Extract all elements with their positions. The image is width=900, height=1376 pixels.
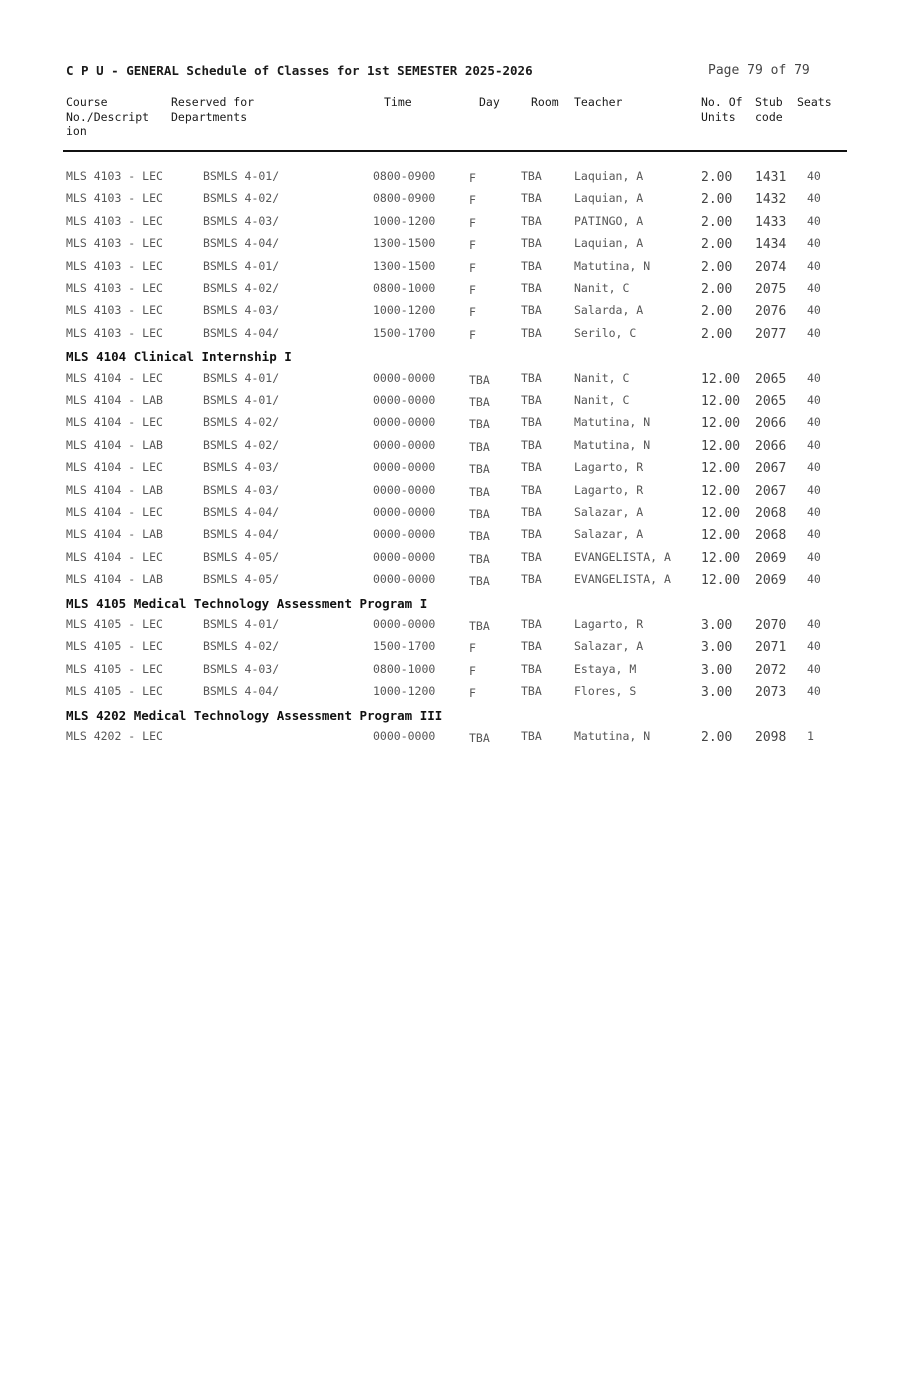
table-row [0, 393, 900, 413]
cell-day: TBA [469, 484, 490, 499]
cell-teacher: Laquian, A [574, 191, 644, 206]
cell-course: MLS 4103 - LEC [66, 191, 163, 206]
table-row [0, 639, 900, 659]
cell-units: 12.00 [701, 438, 741, 454]
cell-teacher: EVANGELISTA, A [574, 549, 671, 564]
cell-reserved-dept: BSMLS 4-05/ [203, 572, 280, 587]
cell-stub-code: 2067 [755, 483, 787, 499]
cell-seats: 40 [807, 661, 821, 676]
cell-seats: 40 [807, 639, 821, 654]
cell-seats: 40 [807, 572, 821, 587]
cell-day: F [469, 641, 476, 656]
cell-seats: 40 [807, 549, 821, 564]
cell-day: TBA [469, 462, 490, 477]
cell-day: TBA [469, 439, 490, 454]
cell-units: 3.00 [701, 640, 733, 656]
cell-room: TBA [521, 169, 542, 183]
header-divider [63, 150, 847, 152]
cell-course: MLS 4104 - LEC [66, 505, 163, 519]
table-row [0, 169, 900, 189]
col-header-day: Day [479, 95, 500, 109]
col-header-seats: Seats [797, 95, 832, 109]
col-header-time: Time [384, 95, 412, 109]
cell-day: TBA [469, 731, 490, 745]
cell-reserved-dept: BSMLS 4-01/ [203, 370, 280, 385]
cell-course: MLS 4104 - LEC [66, 370, 163, 385]
cell-room: TBA [521, 482, 542, 497]
cell-day: F [469, 193, 476, 208]
cell-course: MLS 4105 - LEC [66, 684, 163, 699]
cell-time: 1500-1700 [373, 639, 436, 654]
cell-time: 1300-1500 [373, 258, 436, 273]
cell-stub-code: 2071 [755, 640, 787, 656]
cell-stub-code: 2065 [755, 394, 787, 409]
cell-course: MLS 4104 - LAB [66, 482, 163, 497]
cell-stub-code: 2075 [755, 282, 787, 297]
cell-time: 0000-0000 [373, 393, 436, 407]
cell-teacher: Salarda, A [574, 303, 644, 318]
cell-units: 12.00 [701, 483, 741, 499]
cell-room: TBA [521, 729, 542, 743]
cell-time: 0800-0900 [373, 169, 436, 183]
cell-seats: 40 [807, 191, 821, 206]
cell-units: 12.00 [701, 461, 741, 477]
table-row [0, 438, 900, 458]
cell-seats: 40 [807, 213, 821, 228]
cell-reserved-dept: BSMLS 4-03/ [203, 213, 280, 228]
cell-teacher: Nanit, C [574, 281, 630, 295]
cell-reserved-dept: BSMLS 4-04/ [203, 505, 280, 519]
cell-reserved-dept: BSMLS 4-01/ [203, 258, 280, 273]
cell-reserved-dept: BSMLS 4-04/ [203, 684, 280, 699]
cell-time: 0000-0000 [373, 729, 436, 743]
cell-teacher: PATINGO, A [574, 213, 644, 228]
cell-room: TBA [521, 617, 542, 631]
cell-units: 2.00 [701, 282, 733, 297]
document-title: C P U - GENERAL Schedule of Classes for 1st SEMESTER 2025-2026 [66, 63, 533, 78]
cell-units: 12.00 [701, 394, 741, 409]
cell-time: 1000-1200 [373, 213, 436, 228]
cell-stub-code: 2068 [755, 528, 787, 544]
cell-room: TBA [521, 684, 542, 699]
cell-units: 2.00 [701, 192, 733, 208]
cell-room: TBA [521, 460, 542, 475]
cell-time: 0800-0900 [373, 191, 436, 206]
cell-time: 1300-1500 [373, 236, 436, 251]
course-section-heading: MLS 4104 Clinical Internship I [66, 349, 292, 365]
cell-reserved-dept: BSMLS 4-04/ [203, 527, 280, 542]
table-row [0, 729, 900, 749]
cell-room: TBA [521, 236, 542, 251]
cell-seats: 1 [807, 729, 814, 743]
cell-stub-code: 2068 [755, 506, 787, 521]
table-row [0, 572, 900, 592]
cell-reserved-dept: BSMLS 4-02/ [203, 415, 280, 430]
cell-stub-code: 2065 [755, 371, 787, 387]
cell-stub-code: 2070 [755, 618, 787, 633]
cell-day: TBA [469, 507, 490, 521]
cell-time: 0000-0000 [373, 437, 436, 452]
table-row [0, 527, 900, 547]
cell-units: 3.00 [701, 662, 733, 678]
cell-room: TBA [521, 325, 542, 340]
cell-day: F [469, 327, 476, 342]
cell-stub-code: 2098 [755, 730, 787, 745]
cell-course: MLS 4104 - LAB [66, 437, 163, 452]
cell-teacher: Estaya, M [574, 661, 637, 676]
cell-teacher: Salazar, A [574, 527, 644, 542]
cell-stub-code: 2066 [755, 438, 787, 454]
cell-room: TBA [521, 281, 542, 295]
cell-time: 0000-0000 [373, 370, 436, 385]
cell-teacher: Matutina, N [574, 258, 651, 273]
cell-teacher: Nanit, C [574, 393, 630, 407]
col-header-stub: Stub code [755, 95, 783, 124]
cell-course: MLS 4103 - LEC [66, 303, 163, 318]
cell-teacher: Laquian, A [574, 169, 644, 183]
table-row [0, 460, 900, 480]
cell-teacher: Matutina, N [574, 415, 651, 430]
cell-teacher: Matutina, N [574, 729, 651, 743]
cell-course: MLS 4104 - LAB [66, 527, 163, 542]
cell-teacher: Serilo, C [574, 325, 637, 340]
table-row [0, 259, 900, 279]
cell-reserved-dept: BSMLS 4-02/ [203, 281, 280, 295]
cell-stub-code: 2069 [755, 573, 787, 589]
cell-course: MLS 4104 - LEC [66, 415, 163, 430]
cell-day: F [469, 663, 476, 678]
cell-day: TBA [469, 372, 490, 387]
cell-units: 12.00 [701, 550, 741, 566]
cell-stub-code: 2077 [755, 326, 787, 342]
cell-units: 2.00 [701, 304, 733, 320]
cell-course: MLS 4104 - LAB [66, 393, 163, 407]
cell-time: 0000-0000 [373, 415, 436, 430]
cell-room: TBA [521, 572, 542, 587]
cell-room: TBA [521, 303, 542, 318]
course-section-heading: MLS 4105 Medical Technology Assessment Program I [66, 595, 428, 611]
cell-course: MLS 4103 - LEC [66, 213, 163, 228]
cell-room: TBA [521, 415, 542, 430]
col-header-course: Course No./Descript ion [66, 95, 150, 138]
cell-time: 0000-0000 [373, 549, 436, 564]
page-number: Page 79 of 79 [708, 63, 810, 78]
cell-course: MLS 4105 - LEC [66, 639, 163, 654]
cell-units: 2.00 [701, 730, 733, 745]
cell-room: TBA [521, 258, 542, 273]
cell-day: F [469, 260, 476, 275]
cell-course: MLS 4104 - LEC [66, 549, 163, 564]
cell-seats: 40 [807, 617, 821, 631]
cell-time: 0000-0000 [373, 527, 436, 542]
table-row [0, 505, 900, 525]
cell-seats: 40 [807, 169, 821, 183]
cell-course: MLS 4105 - LEC [66, 617, 163, 631]
cell-time: 1500-1700 [373, 325, 436, 340]
cell-day: TBA [469, 574, 490, 589]
table-row [0, 236, 900, 256]
cell-units: 2.00 [701, 259, 733, 275]
col-header-units: No. Of Units [701, 95, 743, 124]
cell-room: TBA [521, 661, 542, 676]
cell-units: 2.00 [701, 170, 733, 185]
cell-time: 0000-0000 [373, 617, 436, 631]
cell-course: MLS 4105 - LEC [66, 661, 163, 676]
cell-units: 3.00 [701, 618, 733, 633]
cell-teacher: Lagarto, R [574, 617, 644, 631]
cell-seats: 40 [807, 482, 821, 497]
cell-room: TBA [521, 505, 542, 519]
cell-seats: 40 [807, 393, 821, 407]
cell-day: TBA [469, 619, 490, 633]
cell-reserved-dept: BSMLS 4-04/ [203, 236, 280, 251]
cell-reserved-dept: BSMLS 4-03/ [203, 303, 280, 318]
cell-seats: 40 [807, 527, 821, 542]
cell-teacher: Salazar, A [574, 505, 644, 519]
cell-reserved-dept: BSMLS 4-02/ [203, 191, 280, 206]
cell-reserved-dept: BSMLS 4-03/ [203, 482, 280, 497]
cell-stub-code: 2073 [755, 685, 787, 701]
cell-course: MLS 4103 - LEC [66, 281, 163, 295]
cell-units: 12.00 [701, 506, 741, 521]
cell-units: 2.00 [701, 326, 733, 342]
cell-units: 3.00 [701, 685, 733, 701]
cell-course: MLS 4103 - LEC [66, 236, 163, 251]
table-row [0, 550, 900, 570]
cell-day: F [469, 305, 476, 320]
table-row [0, 617, 900, 637]
cell-reserved-dept: BSMLS 4-02/ [203, 639, 280, 654]
cell-stub-code: 2074 [755, 259, 787, 275]
cell-time: 0000-0000 [373, 505, 436, 519]
cell-day: TBA [469, 395, 490, 409]
cell-room: TBA [521, 213, 542, 228]
table-row [0, 281, 900, 301]
cell-day: F [469, 215, 476, 230]
cell-stub-code: 1432 [755, 192, 787, 208]
cell-reserved-dept: BSMLS 4-02/ [203, 437, 280, 452]
cell-seats: 40 [807, 258, 821, 273]
cell-reserved-dept: BSMLS 4-01/ [203, 169, 280, 183]
cell-time: 1000-1200 [373, 303, 436, 318]
cell-time: 1000-1200 [373, 684, 436, 699]
table-row [0, 483, 900, 503]
table-row [0, 415, 900, 435]
cell-stub-code: 1434 [755, 237, 787, 253]
cell-room: TBA [521, 370, 542, 385]
cell-day: TBA [469, 417, 490, 432]
cell-room: TBA [521, 393, 542, 407]
table-row [0, 662, 900, 682]
cell-seats: 40 [807, 236, 821, 251]
cell-course: MLS 4103 - LEC [66, 169, 163, 183]
cell-day: F [469, 171, 476, 185]
table-row [0, 303, 900, 323]
cell-seats: 40 [807, 505, 821, 519]
col-header-teacher: Teacher [574, 95, 623, 109]
table-row [0, 326, 900, 346]
cell-stub-code: 2069 [755, 550, 787, 566]
cell-seats: 40 [807, 370, 821, 385]
cell-seats: 40 [807, 460, 821, 475]
cell-reserved-dept: BSMLS 4-05/ [203, 549, 280, 564]
cell-time: 0000-0000 [373, 572, 436, 587]
cell-room: TBA [521, 191, 542, 206]
cell-seats: 40 [807, 281, 821, 295]
cell-day: F [469, 283, 476, 297]
cell-teacher: Lagarto, R [574, 482, 644, 497]
cell-course: MLS 4202 - LEC [66, 729, 163, 743]
col-header-reserved: Reserved for Departments [171, 95, 255, 124]
cell-reserved-dept: BSMLS 4-04/ [203, 325, 280, 340]
col-header-room: Room [531, 95, 559, 109]
cell-course: MLS 4104 - LEC [66, 460, 163, 475]
cell-room: TBA [521, 549, 542, 564]
cell-teacher: Flores, S [574, 684, 637, 699]
cell-stub-code: 2067 [755, 461, 787, 477]
cell-stub-code: 1431 [755, 170, 787, 185]
cell-teacher: Matutina, N [574, 437, 651, 452]
cell-time: 0000-0000 [373, 482, 436, 497]
cell-reserved-dept: BSMLS 4-03/ [203, 661, 280, 676]
cell-teacher: Salazar, A [574, 639, 644, 654]
cell-reserved-dept: BSMLS 4-01/ [203, 617, 280, 631]
cell-course: MLS 4103 - LEC [66, 258, 163, 273]
cell-seats: 40 [807, 415, 821, 430]
cell-stub-code: 1433 [755, 214, 787, 230]
cell-units: 12.00 [701, 573, 741, 589]
cell-room: TBA [521, 437, 542, 452]
cell-room: TBA [521, 639, 542, 654]
cell-time: 0800-1000 [373, 281, 436, 295]
cell-stub-code: 2076 [755, 304, 787, 320]
cell-units: 12.00 [701, 371, 741, 387]
cell-units: 2.00 [701, 237, 733, 253]
cell-day: TBA [469, 529, 490, 544]
cell-teacher: EVANGELISTA, A [574, 572, 671, 587]
cell-seats: 40 [807, 325, 821, 340]
cell-teacher: Laquian, A [574, 236, 644, 251]
cell-day: F [469, 238, 476, 253]
course-section-heading: MLS 4202 Medical Technology Assessment Program III [66, 707, 443, 723]
cell-course: MLS 4103 - LEC [66, 325, 163, 340]
table-row [0, 371, 900, 391]
cell-units: 12.00 [701, 528, 741, 544]
cell-seats: 40 [807, 437, 821, 452]
cell-units: 2.00 [701, 214, 733, 230]
cell-stub-code: 2072 [755, 662, 787, 678]
cell-reserved-dept: BSMLS 4-03/ [203, 460, 280, 475]
table-row [0, 191, 900, 211]
cell-teacher: Lagarto, R [574, 460, 644, 475]
cell-reserved-dept: BSMLS 4-01/ [203, 393, 280, 407]
cell-time: 0800-1000 [373, 661, 436, 676]
cell-seats: 40 [807, 684, 821, 699]
cell-seats: 40 [807, 303, 821, 318]
cell-course: MLS 4104 - LAB [66, 572, 163, 587]
table-row [0, 684, 900, 704]
cell-time: 0000-0000 [373, 460, 436, 475]
cell-stub-code: 2066 [755, 416, 787, 432]
cell-room: TBA [521, 527, 542, 542]
cell-teacher: Nanit, C [574, 370, 630, 385]
table-row [0, 214, 900, 234]
cell-units: 12.00 [701, 416, 741, 432]
cell-day: F [469, 686, 476, 701]
cell-day: TBA [469, 551, 490, 566]
